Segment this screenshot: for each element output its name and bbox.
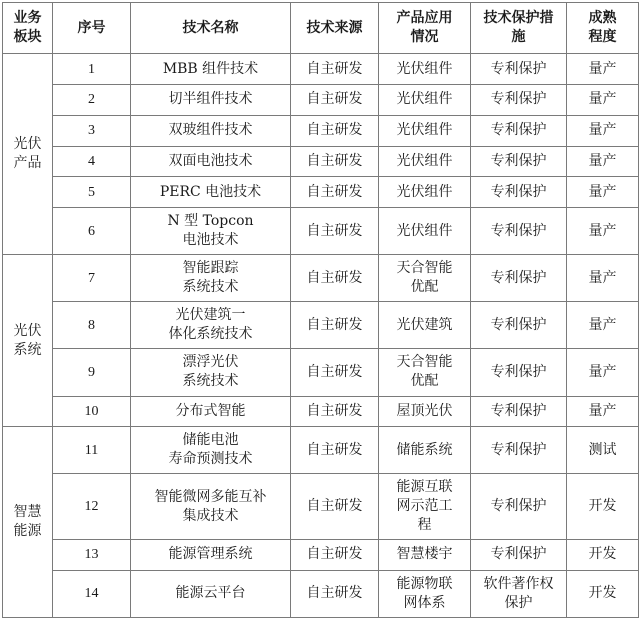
table-row [3, 427, 639, 474]
application-cell: 屋顶光伏 [379, 396, 471, 427]
tech-name-cell: 双玻组件技术 [131, 115, 291, 146]
index-cell: 11 [53, 427, 131, 474]
protection-cell: 软件著作权 保护 [471, 570, 567, 617]
technology-table [2, 2, 639, 618]
application-cell: 光伏组件 [379, 85, 471, 116]
application-cell: 光伏组件 [379, 115, 471, 146]
protection-cell: 专利保护 [471, 540, 567, 571]
protection-cell: 专利保护 [471, 85, 567, 116]
tech-name-cell: MBB 组件技术 [131, 54, 291, 85]
protection-cell: 专利保护 [471, 208, 567, 255]
protection-cell: 专利保护 [471, 349, 567, 396]
index-cell: 7 [53, 255, 131, 302]
table-row [3, 302, 639, 349]
index-cell: 1 [53, 54, 131, 85]
table-row [3, 54, 639, 85]
tech-name-cell: 切半组件技术 [131, 85, 291, 116]
tech-name-cell: 分布式智能 [131, 396, 291, 427]
tech-name-cell: 漂浮光伏 系统技术 [131, 349, 291, 396]
maturity-cell: 量产 [567, 255, 639, 302]
maturity-cell: 量产 [567, 177, 639, 208]
tech-name-cell: N 型 Topcon 电池技术 [131, 208, 291, 255]
table-row [3, 115, 639, 146]
protection-cell: 专利保护 [471, 302, 567, 349]
table-row [3, 474, 639, 540]
index-cell: 8 [53, 302, 131, 349]
header-application: 产品应用 情况 [379, 3, 471, 54]
tech-name-cell: 能源管理系统 [131, 540, 291, 571]
maturity-cell: 开发 [567, 540, 639, 571]
source-cell: 自主研发 [291, 146, 379, 177]
tech-name-cell: 光伏建筑一 体化系统技术 [131, 302, 291, 349]
source-cell: 自主研发 [291, 302, 379, 349]
table-row [3, 146, 639, 177]
header-protection: 技术保护措 施 [471, 3, 567, 54]
source-cell: 自主研发 [291, 54, 379, 85]
tech-name-cell: 能源云平台 [131, 570, 291, 617]
table-row [3, 570, 639, 617]
index-cell: 13 [53, 540, 131, 571]
index-cell: 10 [53, 396, 131, 427]
index-cell: 12 [53, 474, 131, 540]
index-cell: 6 [53, 208, 131, 255]
maturity-cell: 量产 [567, 54, 639, 85]
maturity-cell: 量产 [567, 115, 639, 146]
segment-cell: 光伏 产品 [3, 54, 53, 255]
source-cell: 自主研发 [291, 396, 379, 427]
index-cell: 14 [53, 570, 131, 617]
source-cell: 自主研发 [291, 474, 379, 540]
tech-name-cell: 智能跟踪 系统技术 [131, 255, 291, 302]
source-cell: 自主研发 [291, 427, 379, 474]
application-cell: 天合智能 优配 [379, 255, 471, 302]
protection-cell: 专利保护 [471, 54, 567, 85]
index-cell: 5 [53, 177, 131, 208]
maturity-cell: 量产 [567, 85, 639, 116]
table-row [3, 177, 639, 208]
maturity-cell: 量产 [567, 208, 639, 255]
index-cell: 9 [53, 349, 131, 396]
protection-cell: 专利保护 [471, 177, 567, 208]
protection-cell: 专利保护 [471, 427, 567, 474]
source-cell: 自主研发 [291, 208, 379, 255]
tech-name-cell: 双面电池技术 [131, 146, 291, 177]
tech-name-cell: PERC 电池技术 [131, 177, 291, 208]
index-cell: 3 [53, 115, 131, 146]
application-cell: 天合智能 优配 [379, 349, 471, 396]
protection-cell: 专利保护 [471, 396, 567, 427]
application-cell: 光伏组件 [379, 146, 471, 177]
table-row [3, 255, 639, 302]
application-cell: 光伏组件 [379, 54, 471, 85]
source-cell: 自主研发 [291, 177, 379, 208]
header-tech-name: 技术名称 [131, 3, 291, 54]
protection-cell: 专利保护 [471, 255, 567, 302]
header-index: 序号 [53, 3, 131, 54]
protection-cell: 专利保护 [471, 146, 567, 177]
protection-cell: 专利保护 [471, 474, 567, 540]
protection-cell: 专利保护 [471, 115, 567, 146]
application-cell: 光伏组件 [379, 177, 471, 208]
segment-cell: 光伏 系统 [3, 255, 53, 427]
source-cell: 自主研发 [291, 255, 379, 302]
index-cell: 4 [53, 146, 131, 177]
table-row [3, 208, 639, 255]
application-cell: 光伏组件 [379, 208, 471, 255]
application-cell: 智慧楼宇 [379, 540, 471, 571]
tech-name-cell: 储能电池 寿命预测技术 [131, 427, 291, 474]
application-cell: 能源互联 网示范工 程 [379, 474, 471, 540]
application-cell: 储能系统 [379, 427, 471, 474]
index-cell: 2 [53, 85, 131, 116]
table-row [3, 349, 639, 396]
header-segment: 业务 板块 [3, 3, 53, 54]
table-row [3, 396, 639, 427]
maturity-cell: 开发 [567, 474, 639, 540]
source-cell: 自主研发 [291, 115, 379, 146]
header-source: 技术来源 [291, 3, 379, 54]
maturity-cell: 量产 [567, 396, 639, 427]
maturity-cell: 测试 [567, 427, 639, 474]
tech-name-cell: 智能微网多能互补 集成技术 [131, 474, 291, 540]
maturity-cell: 量产 [567, 302, 639, 349]
header-maturity: 成熟 程度 [567, 3, 639, 54]
maturity-cell: 量产 [567, 146, 639, 177]
source-cell: 自主研发 [291, 570, 379, 617]
maturity-cell: 量产 [567, 349, 639, 396]
header-row [3, 3, 639, 54]
maturity-cell: 开发 [567, 570, 639, 617]
table-row [3, 85, 639, 116]
segment-cell: 智慧 能源 [3, 427, 53, 618]
table-row [3, 540, 639, 571]
source-cell: 自主研发 [291, 349, 379, 396]
application-cell: 能源物联 网体系 [379, 570, 471, 617]
source-cell: 自主研发 [291, 540, 379, 571]
source-cell: 自主研发 [291, 85, 379, 116]
application-cell: 光伏建筑 [379, 302, 471, 349]
